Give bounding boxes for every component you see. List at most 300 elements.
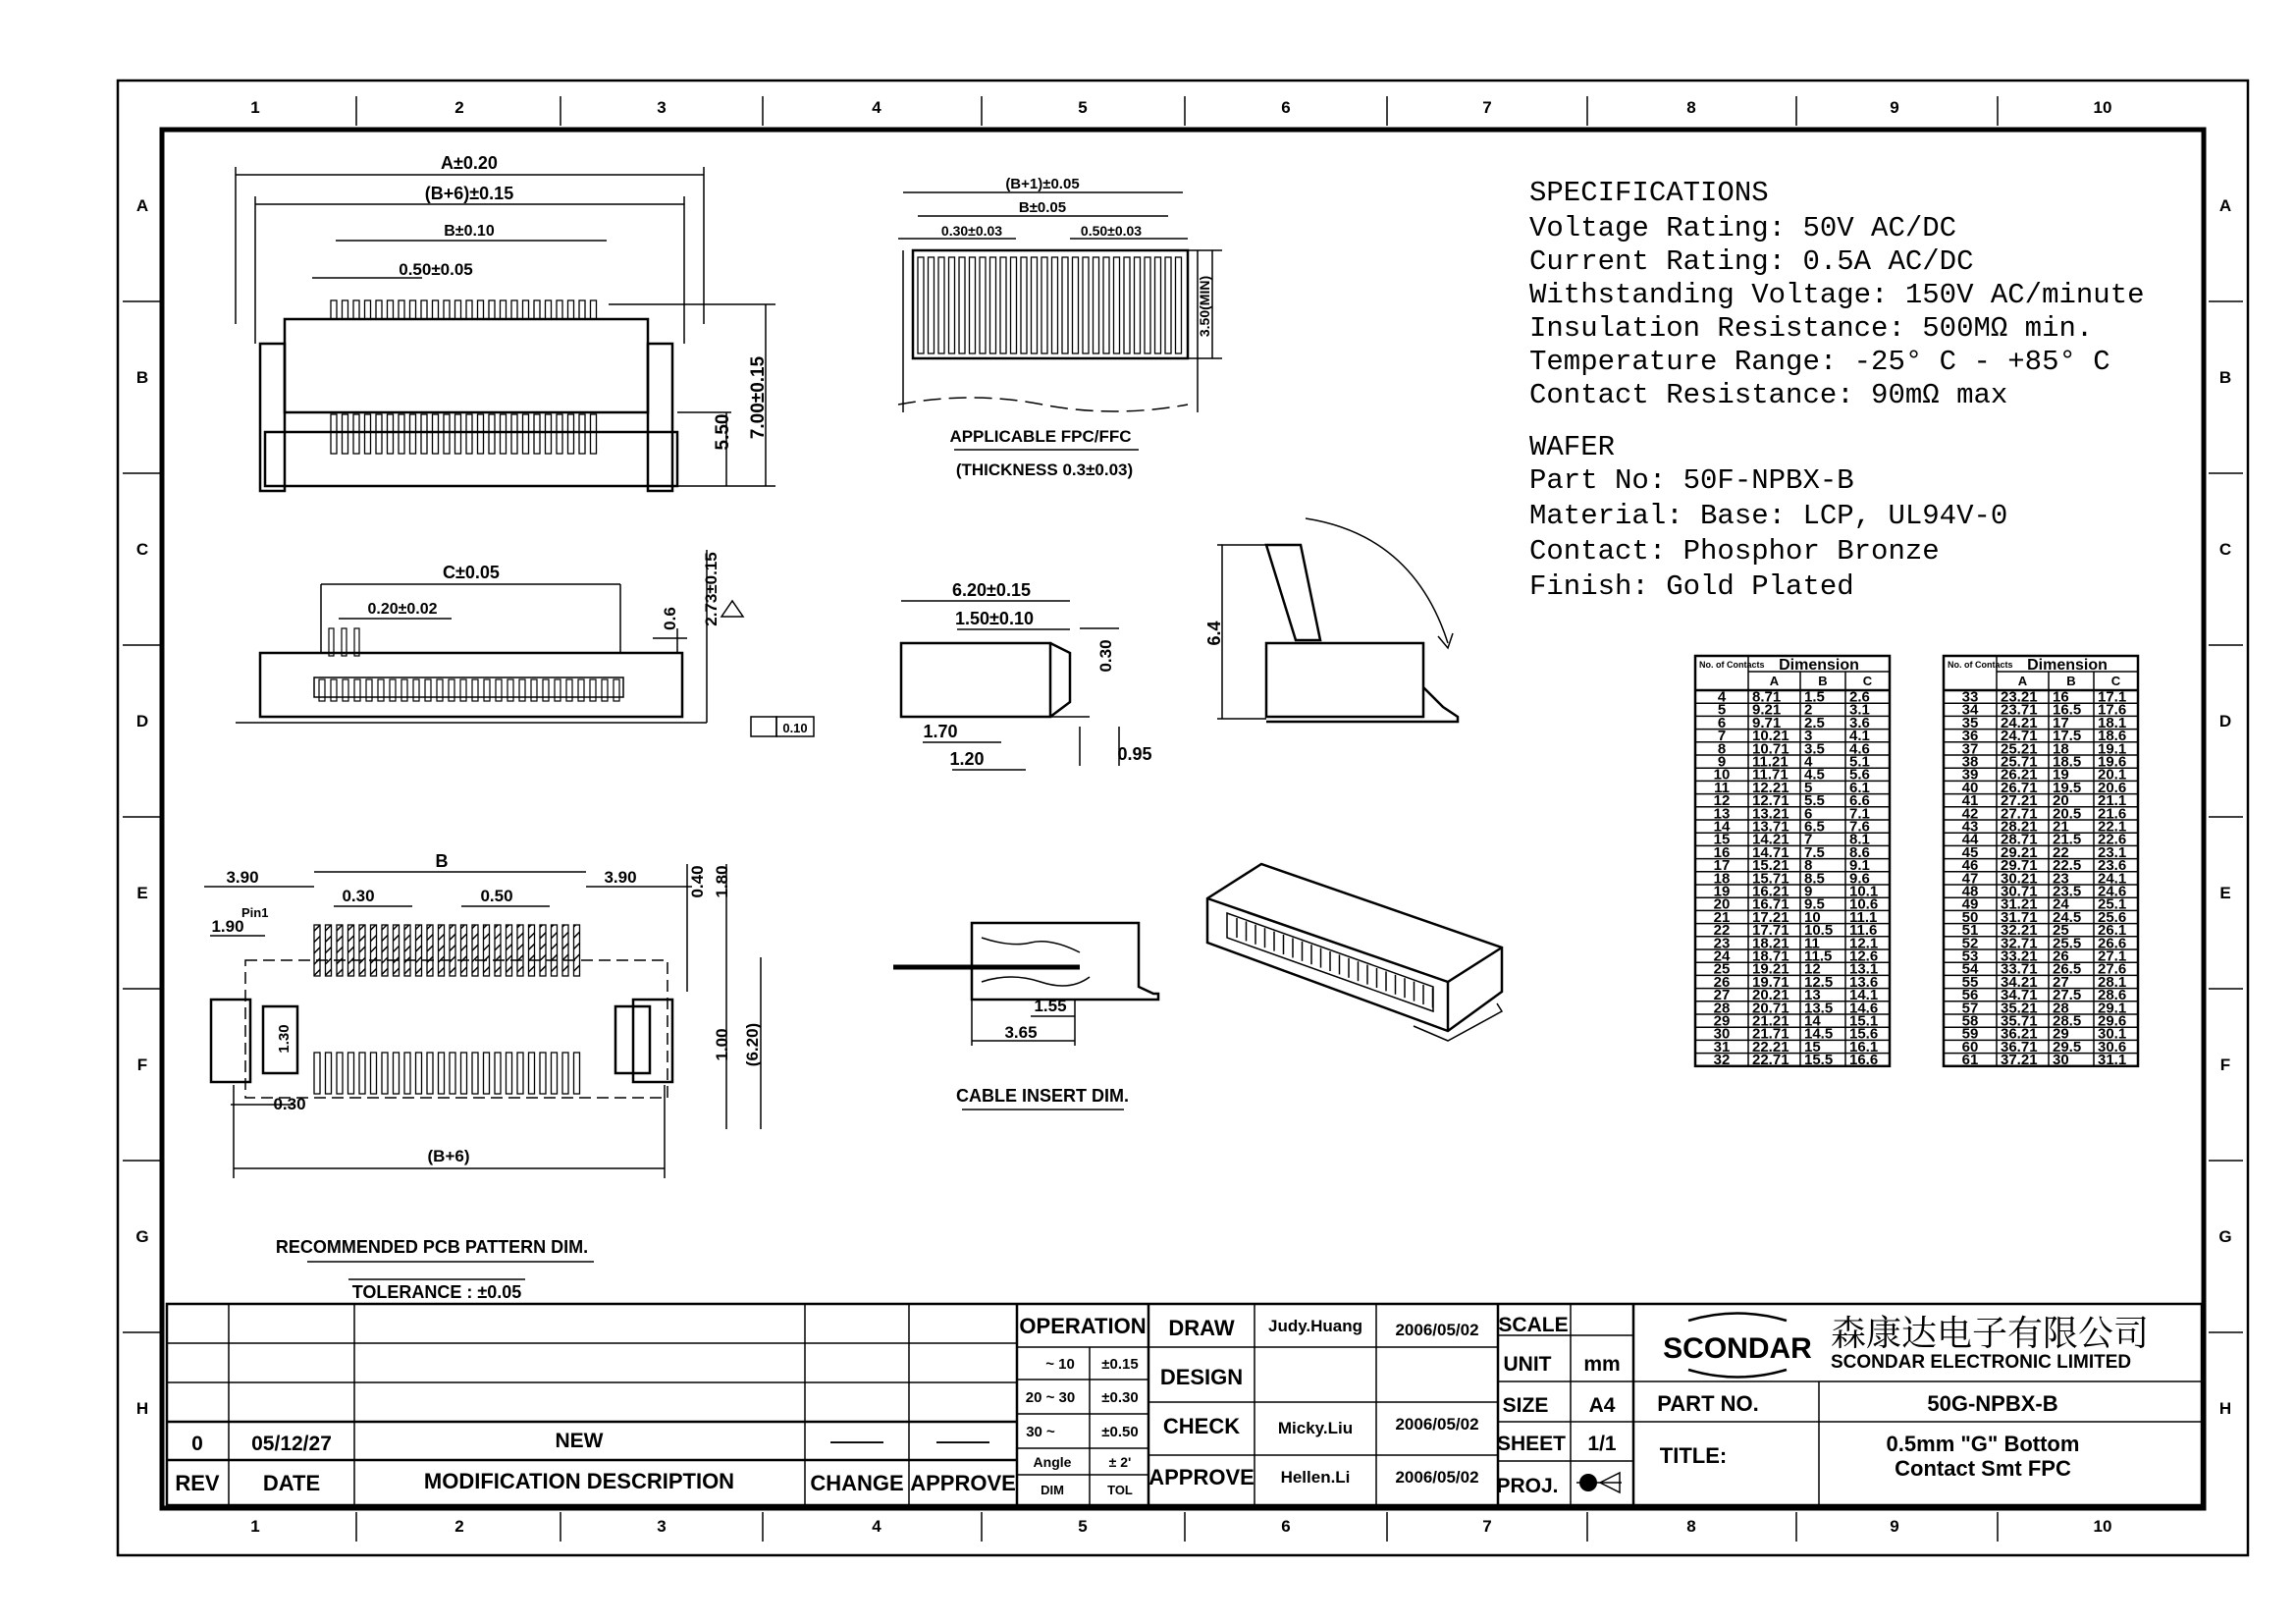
scale-label: SCALE xyxy=(1498,1314,1569,1336)
table-cell: 10.71 xyxy=(1752,740,1789,758)
pcb-dim-620: (6.20) xyxy=(743,1022,762,1067)
open-actuator-view xyxy=(1204,518,1458,722)
pcb-pad xyxy=(484,1053,490,1094)
fpc-finger xyxy=(980,257,986,353)
row-marker: E xyxy=(136,884,148,902)
column-marker: 5 xyxy=(1078,1517,1088,1536)
specifications-heading: SPECIFICATIONS xyxy=(1529,177,1769,209)
row-marker: C xyxy=(135,540,149,559)
table-cell: 23.1 xyxy=(2098,843,2127,861)
table-cell: 27.21 xyxy=(2001,792,2038,810)
approve-date: 2006/05/02 xyxy=(1395,1468,1479,1487)
table-cell: 26.21 xyxy=(2001,766,2038,784)
table-cell: 17 xyxy=(2053,714,2069,731)
table-cell: 18 xyxy=(1713,870,1731,888)
table-cell: 29.5 xyxy=(2053,1038,2082,1056)
table-cell: 11 xyxy=(1714,779,1730,796)
pcb-dim-b6: (B+6) xyxy=(427,1147,470,1165)
table-cell: 7 xyxy=(1717,728,1727,745)
column-markers-bottom xyxy=(250,1512,2111,1542)
table-cell: 47 xyxy=(1961,870,1979,888)
front-dim-pin-w: 0.20±0.02 xyxy=(367,601,438,618)
table-cell: 29 xyxy=(2053,1025,2069,1043)
table-cell: 29.21 xyxy=(2001,843,2038,861)
table-cell: 14.5 xyxy=(1804,1025,1834,1043)
tol-r4a: Angle xyxy=(1033,1454,1072,1470)
tol-tol: TOL xyxy=(1107,1483,1133,1497)
table-cell: 18.21 xyxy=(1752,935,1789,952)
table-cell: 18 xyxy=(2053,740,2069,758)
table-cell: 24.71 xyxy=(2001,728,2038,745)
pcb-pad xyxy=(404,1053,410,1094)
column-marker: 8 xyxy=(1686,1517,1696,1536)
table-cell: 19.71 xyxy=(1752,973,1789,991)
column-marker: 7 xyxy=(1482,98,1492,117)
row-markers-right xyxy=(2209,196,2243,1418)
front-view xyxy=(236,550,814,736)
contact-pin xyxy=(388,300,394,319)
table-cell: 3.5 xyxy=(1804,740,1825,758)
table-cell: 30.6 xyxy=(2098,1038,2127,1056)
row-marker: H xyxy=(2218,1399,2232,1418)
table-cell: 17.21 xyxy=(1752,908,1789,926)
table-cell: 21.6 xyxy=(2098,805,2127,823)
table-cell: 16.71 xyxy=(1752,895,1789,913)
column-marker: 4 xyxy=(872,1517,881,1536)
column-marker: 7 xyxy=(1482,1517,1492,1536)
fpc-finger xyxy=(1073,257,1079,353)
dim-a: A±0.20 xyxy=(441,153,498,173)
table-cell: 17.6 xyxy=(2098,701,2127,719)
table-cell: 28.21 xyxy=(2001,818,2038,836)
pcb-pad xyxy=(461,1053,467,1094)
table-cell: 20.5 xyxy=(2053,805,2082,823)
table-cell: 18.6 xyxy=(2098,728,2127,745)
contact-pin xyxy=(455,414,461,454)
pcb-caption: RECOMMENDED PCB PATTERN DIM. xyxy=(275,1237,589,1257)
column-markers-top xyxy=(250,96,2111,126)
pcb-pad xyxy=(517,1053,523,1094)
fpc-dim-len: 3.50(MIN) xyxy=(1197,275,1212,338)
table-cell: 14 xyxy=(1713,818,1731,836)
table-cell: 13.1 xyxy=(1849,960,1879,978)
fpc-dim-w1: 0.30±0.03 xyxy=(940,223,1003,239)
pcb-pad xyxy=(359,1053,365,1094)
pcb-pad xyxy=(359,925,365,976)
table-cell: 19 xyxy=(1713,883,1731,900)
table-cell: 26 xyxy=(2053,947,2069,965)
wafer-line: Part No: 50F-NPBX-B xyxy=(1529,464,1854,497)
table-cell: 24.21 xyxy=(2001,714,2038,731)
table-cell: 37 xyxy=(1961,740,1979,758)
table-cell: 15.6 xyxy=(1849,1025,1879,1043)
table-cell: 28.5 xyxy=(2053,1012,2082,1030)
contact-pin xyxy=(568,300,574,319)
header-change: CHANGE xyxy=(810,1471,904,1495)
fpc-finger xyxy=(1135,257,1141,353)
wafer-line: Contact: Phosphor Bronze xyxy=(1529,535,1940,568)
table-cell: 29.6 xyxy=(2098,1012,2127,1030)
pcb-dim-190: 1.90 xyxy=(211,917,244,936)
table-cell: 25.21 xyxy=(2001,740,2038,758)
table-cell: 10.6 xyxy=(1849,895,1879,913)
row-markers-left xyxy=(123,196,160,1418)
table-cell: 15.71 xyxy=(1752,870,1789,888)
table-cell: 30 xyxy=(1713,1025,1731,1043)
contact-pin xyxy=(523,300,529,319)
contact-pin xyxy=(365,300,371,319)
contact-pin xyxy=(557,414,562,454)
contact-pin xyxy=(353,300,359,319)
table-cell: 11 xyxy=(1804,935,1820,952)
table-cell: 16.6 xyxy=(1849,1052,1879,1069)
pcb-pad xyxy=(382,925,388,976)
table-cell: 21.21 xyxy=(1752,1012,1789,1030)
pcb-pad xyxy=(529,925,535,976)
table-cell: 50 xyxy=(1961,908,1979,926)
table-cell: 11.71 xyxy=(1752,766,1789,784)
pcb-pad xyxy=(574,925,580,976)
front-dim-flat: 0.10 xyxy=(782,721,808,735)
table-col-header: C xyxy=(2110,674,2121,688)
pcb-pad xyxy=(450,1053,455,1094)
table-cell: 7.1 xyxy=(1849,805,1870,823)
table-cell: 7.6 xyxy=(1849,818,1870,836)
row-marker: F xyxy=(136,1056,148,1074)
design-label: DESIGN xyxy=(1159,1365,1244,1389)
title-block xyxy=(167,1304,2202,1505)
table-cell: 10.21 xyxy=(1752,728,1789,745)
table-cell: 12.6 xyxy=(1849,947,1879,965)
table-cell: 5.1 xyxy=(1849,753,1870,771)
pcb-pad xyxy=(314,925,320,976)
fpc-finger xyxy=(938,257,944,353)
pcb-pad xyxy=(427,1053,433,1094)
pcb-dim-100: 1.00 xyxy=(713,1028,731,1061)
table-cell: 4.6 xyxy=(1849,740,1870,758)
table-cell: 61 xyxy=(1961,1052,1979,1069)
fpc-label2: (THICKNESS 0.3±0.03) xyxy=(955,460,1134,479)
contact-pin xyxy=(376,414,382,454)
table-cell: 27.5 xyxy=(2053,987,2082,1004)
table-cell: 9.21 xyxy=(1752,701,1782,719)
table-cell: 21 xyxy=(2053,818,2069,836)
pcb-dim-040: 0.40 xyxy=(688,865,707,898)
table-cell: 36 xyxy=(1961,728,1979,745)
row-marker: H xyxy=(135,1399,149,1418)
table-cell: 16.21 xyxy=(1752,883,1789,900)
row-marker: F xyxy=(2219,1056,2231,1074)
draw-name: Judy.Huang xyxy=(1267,1317,1363,1335)
table-cell: 29 xyxy=(1713,1012,1731,1030)
table-cell: 11.6 xyxy=(1849,922,1878,940)
table-cell: 23.5 xyxy=(2053,883,2082,900)
table-cell: 35 xyxy=(1961,714,1979,731)
table-cell: 10.1 xyxy=(1849,883,1879,900)
table-cell: 16.1 xyxy=(1849,1038,1879,1056)
rev-approve: ——— xyxy=(936,1432,989,1451)
pcb-pad xyxy=(540,925,546,976)
table-cell: 10.5 xyxy=(1804,922,1834,940)
side-dim-w: 6.20±0.15 xyxy=(952,580,1031,600)
draw-date: 2006/05/02 xyxy=(1395,1321,1479,1339)
pcb-pad xyxy=(507,1053,512,1094)
contact-pin xyxy=(591,414,597,454)
table-cell: 3.6 xyxy=(1849,714,1870,731)
header-rev: REV xyxy=(175,1471,220,1495)
table-cell: 14.71 xyxy=(1752,843,1789,861)
column-marker: 2 xyxy=(454,1517,464,1536)
contact-pin xyxy=(365,414,371,454)
column-marker: 9 xyxy=(1890,1517,1899,1536)
fpc-dim-b: B±0.05 xyxy=(1018,199,1067,216)
table-cell: 15.5 xyxy=(1804,1052,1834,1069)
contact-pin xyxy=(579,300,585,319)
table-col-header: C xyxy=(1862,674,1873,688)
table-cell: 40 xyxy=(1961,779,1979,796)
wafer-line: Finish: Gold Plated xyxy=(1529,570,1854,603)
table-cell: 31 xyxy=(1713,1038,1731,1056)
table-cell: 19.6 xyxy=(2098,753,2127,771)
fpc-finger xyxy=(1032,257,1038,353)
contact-pin xyxy=(421,414,427,454)
row-marker: B xyxy=(135,368,149,387)
contact-pin xyxy=(546,414,552,454)
table-cell: 19.5 xyxy=(2053,779,2082,796)
table-cell: 11.5 xyxy=(1804,947,1833,965)
fpc-finger xyxy=(1124,257,1130,353)
check-label: CHECK xyxy=(1162,1414,1241,1438)
table-cell: 11.21 xyxy=(1752,753,1789,771)
rev-desc: NEW xyxy=(555,1430,604,1452)
column-marker: 4 xyxy=(872,98,881,117)
table-cell: 22.6 xyxy=(2098,831,2127,848)
table-cell: 19.1 xyxy=(2098,740,2127,758)
unit-value: mm xyxy=(1583,1353,1621,1376)
pcb-dim-left: 3.90 xyxy=(226,868,259,887)
table-cell: 23.6 xyxy=(2098,857,2127,875)
wafer-heading: WAFER xyxy=(1529,431,1616,463)
rev-date: 05/12/27 xyxy=(251,1433,332,1455)
table-cell: 15 xyxy=(1713,831,1731,848)
table-cell: 13 xyxy=(1713,805,1731,823)
column-marker: 1 xyxy=(250,98,260,117)
pcb-pad xyxy=(337,925,343,976)
table-cell: 7 xyxy=(1804,831,1813,848)
dim-b6: (B+6)±0.15 xyxy=(424,184,514,203)
table-cell: 21 xyxy=(1713,908,1731,926)
table-cell: 30.1 xyxy=(2098,1025,2127,1043)
table-header-contacts: No. of Contacts xyxy=(1699,660,1765,670)
table-cell: 13.6 xyxy=(1849,973,1879,991)
sheet-label: SHEET xyxy=(1496,1433,1567,1455)
table-cell: 34.71 xyxy=(2001,987,2038,1004)
table-cell: 25.1 xyxy=(2098,895,2127,913)
table-cell: 53 xyxy=(1961,947,1979,965)
spec-line: Voltage Rating: 50V AC/DC xyxy=(1529,212,1957,244)
table-cell: 43 xyxy=(1961,818,1979,836)
table-cell: 37.21 xyxy=(2001,1052,2038,1069)
table-cell: 51 xyxy=(1961,922,1979,940)
table-cell: 34.21 xyxy=(2001,973,2038,991)
table-cell: 26.5 xyxy=(2053,960,2082,978)
pcb-pad xyxy=(427,925,433,976)
table-cell: 23 xyxy=(1713,935,1731,952)
pcb-dim-180: 1.80 xyxy=(713,865,731,898)
contact-pin xyxy=(546,300,552,319)
table-cell: 8 xyxy=(1717,740,1727,758)
pcb-pad xyxy=(472,1053,478,1094)
row-marker: B xyxy=(2218,368,2232,387)
contact-pin xyxy=(579,414,585,454)
table-cell: 39 xyxy=(1961,766,1979,784)
table-cell: 23.21 xyxy=(2001,688,2038,706)
pcb-dim-p2: 0.50 xyxy=(480,887,513,905)
table-cell: 4 xyxy=(1804,753,1813,771)
table-cell: 11.1 xyxy=(1849,908,1878,926)
table-cell: 10 xyxy=(1804,908,1821,926)
tol-r3b: ±0.50 xyxy=(1101,1424,1139,1440)
contact-pin xyxy=(534,300,540,319)
table-cell: 18.5 xyxy=(2053,753,2082,771)
fpc-finger xyxy=(949,257,955,353)
rev-value: 0 xyxy=(191,1433,203,1455)
contact-pin xyxy=(399,414,404,454)
table-cell: 22.21 xyxy=(1752,1038,1789,1056)
approve-name: Hellen.Li xyxy=(1280,1468,1351,1487)
table-cell: 57 xyxy=(1961,1000,1979,1017)
spec-line: Current Rating: 0.5A AC/DC xyxy=(1529,245,1974,278)
side-dim-d3: 0.95 xyxy=(1117,744,1152,764)
contact-pin xyxy=(478,300,484,319)
table-cell: 17 xyxy=(1713,857,1731,875)
dim-h1: 5.50 xyxy=(713,413,733,451)
table-cell: 25.71 xyxy=(2001,753,2038,771)
table-cell: 38 xyxy=(1961,753,1979,771)
pcb-dim-b: B xyxy=(435,851,449,871)
contact-pin xyxy=(557,300,562,319)
table-cell: 31.1 xyxy=(2098,1052,2127,1069)
table-header-contacts: No. of Contacts xyxy=(1948,660,2013,670)
fpc-finger xyxy=(990,257,996,353)
part-no-label: PART NO. xyxy=(1657,1391,1759,1416)
table-cell: 14.6 xyxy=(1849,1000,1879,1017)
contact-pin xyxy=(376,300,382,319)
table-col-header: A xyxy=(2017,674,2028,688)
table-cell: 19 xyxy=(2053,766,2069,784)
table-cell: 17.71 xyxy=(1752,922,1789,940)
table-cell: 35.71 xyxy=(2001,1012,2038,1030)
table-cell: 21.5 xyxy=(2053,831,2082,848)
wafer-line: Material: Base: LCP, UL94V-0 xyxy=(1529,500,2008,532)
table-cell: 41 xyxy=(1961,792,1979,810)
table-cell: 19.21 xyxy=(1752,960,1789,978)
side-view xyxy=(901,580,1152,770)
table-cell: 26.6 xyxy=(2098,935,2127,952)
table-cell: 36.21 xyxy=(2001,1025,2038,1043)
fpc-finger xyxy=(1094,257,1099,353)
contact-pin xyxy=(511,300,517,319)
table-cell: 16 xyxy=(1713,843,1731,861)
company-logo: SCONDAR xyxy=(1663,1332,1812,1365)
contact-pin xyxy=(331,414,337,454)
table-cell: 28.6 xyxy=(2098,987,2127,1004)
pcb-pad xyxy=(314,1053,320,1094)
table-cell: 29.71 xyxy=(2001,857,2038,875)
pcb-pad xyxy=(416,925,422,976)
table-cell: 12.1 xyxy=(1849,935,1879,952)
table-cell: 25 xyxy=(1713,960,1731,978)
table-cell: 26.1 xyxy=(2098,922,2127,940)
contact-pin xyxy=(343,300,348,319)
pcb-pad xyxy=(394,1053,400,1094)
isometric-view xyxy=(1207,864,1502,1041)
proj-label: PROJ. xyxy=(1496,1475,1559,1497)
table-cell: 17.5 xyxy=(2053,728,2082,745)
pcb-pad xyxy=(529,1053,535,1094)
table-cell: 17.1 xyxy=(2098,688,2127,706)
table-cell: 1.5 xyxy=(1804,688,1825,706)
table-cell: 13.21 xyxy=(1752,805,1789,823)
pcb-tolerance: TOLERANCE : ±0.05 xyxy=(351,1282,522,1302)
contact-pin xyxy=(388,414,394,454)
table-cell: 9.71 xyxy=(1752,714,1782,731)
table-cell: 20.6 xyxy=(2098,779,2127,796)
cable-insert-view xyxy=(893,923,1158,1110)
table-cell: 31.21 xyxy=(2001,895,2038,913)
contact-pin xyxy=(343,414,348,454)
table-cell: 24.5 xyxy=(2053,908,2082,926)
table-cell: 20 xyxy=(1713,895,1731,913)
fpc-finger xyxy=(1000,257,1006,353)
column-marker: 9 xyxy=(1890,98,1899,117)
pcb-pad xyxy=(552,1053,558,1094)
table-cell: 33.71 xyxy=(2001,960,2038,978)
table-cell: 7.5 xyxy=(1804,843,1825,861)
table-cell: 2.5 xyxy=(1804,714,1825,731)
table-cell: 56 xyxy=(1961,987,1979,1004)
table-cell: 14.21 xyxy=(1752,831,1789,848)
tol-title: OPERATION xyxy=(1019,1314,1147,1338)
table-cell: 28 xyxy=(1713,1000,1731,1017)
table-cell: 4.1 xyxy=(1849,728,1870,745)
pcb-dim-p1: 0.30 xyxy=(342,887,375,905)
pcb-pad xyxy=(540,1053,546,1094)
table-cell: 8.71 xyxy=(1752,688,1782,706)
contact-pin xyxy=(433,300,439,319)
table-cell: 9 xyxy=(1717,753,1727,771)
row-marker: D xyxy=(135,712,149,731)
pcb-pad xyxy=(337,1053,343,1094)
table-cell: 8.1 xyxy=(1849,831,1870,848)
table-cell: 46 xyxy=(1961,857,1979,875)
table-cell: 4 xyxy=(1717,688,1727,706)
table-cell: 14.1 xyxy=(1849,987,1879,1004)
table-cell: 20.21 xyxy=(1752,987,1789,1004)
table-cell: 6 xyxy=(1717,714,1727,731)
table-cell: 15 xyxy=(1804,1038,1821,1056)
column-marker: 8 xyxy=(1686,98,1696,117)
pcb-pin1: Pin1 xyxy=(241,905,269,920)
table-cell: 26.71 xyxy=(2001,779,2038,796)
column-marker: 10 xyxy=(2093,98,2112,117)
pcb-pad xyxy=(371,925,377,976)
front-dim-h2: 2.73±0.15 xyxy=(702,552,721,626)
table-cell: 9.5 xyxy=(1804,895,1825,913)
column-marker: 10 xyxy=(2093,1517,2112,1536)
contact-pin xyxy=(478,414,484,454)
company-name-cn: 森康达电子有限公司 xyxy=(1831,1314,2150,1354)
